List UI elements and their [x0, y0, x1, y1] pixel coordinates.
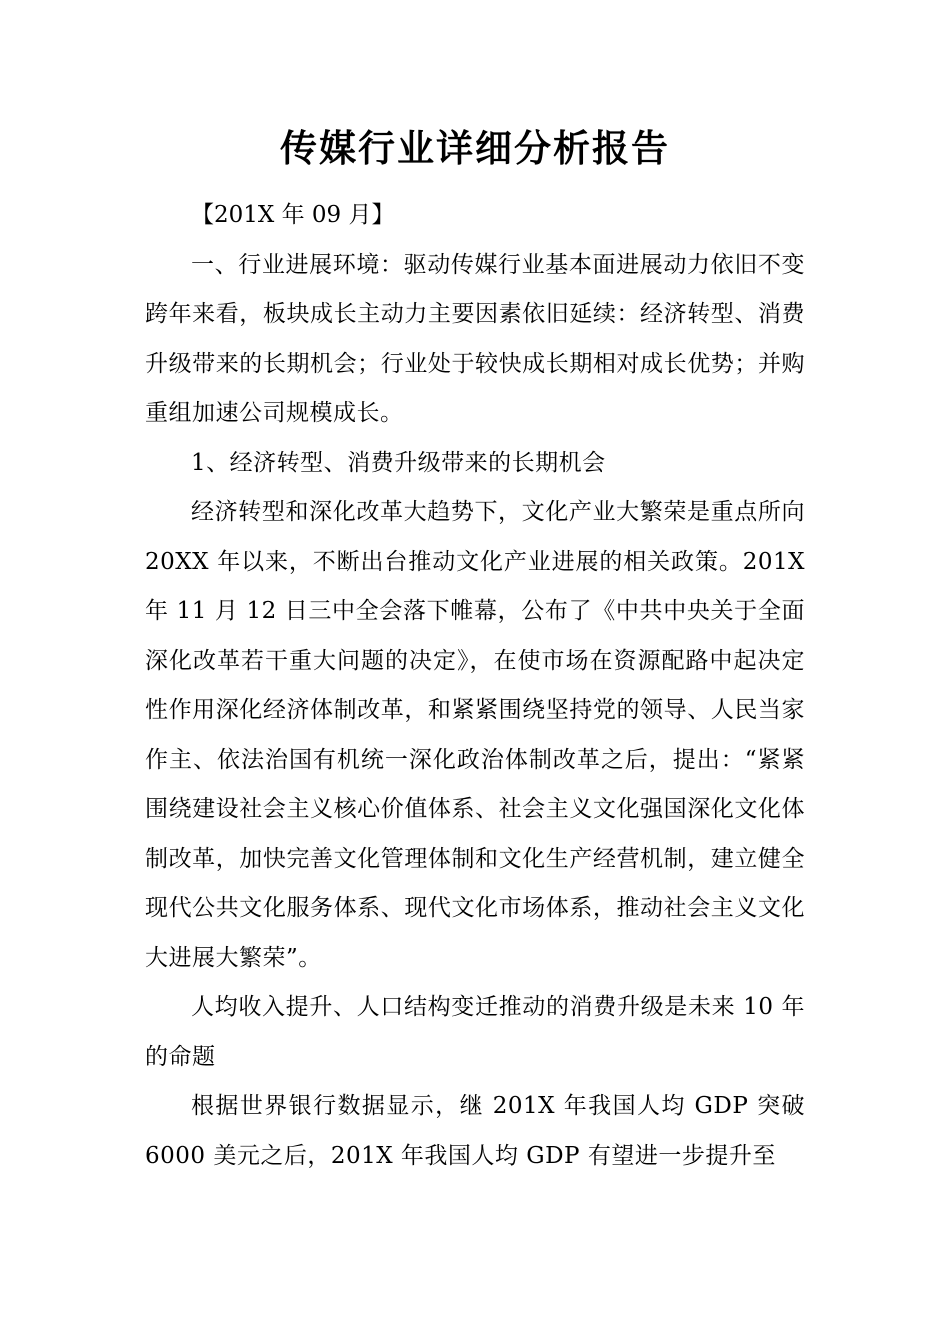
- paragraph-world-bank-data: 根据世界银行数据显示，继 201X 年我国人均 GDP 突破 6000 美元之后，201X 年我国人均 GDP 有望进一步提升至: [145, 1093, 805, 1169]
- document-page: [145, 118, 805, 1181]
- document-title: 传媒行业详细分析报告: [280, 126, 670, 170]
- paragraph-cultural-industry: 经济转型和深化改革大趋势下，文化产业大繁荣是重点所向 20XX 年以来，不断出台推动文化产业进展的相关政策。201X 年 11 月 12 日三中全会落下帷幕，公布了《中共中央关于全面深化改革若干重大问题的决定》，在使市场在资源配路中起决定性作用深化经济体制改革，和紧紧围绕坚持党的领导、人民当家作主、依法治国有机统一深化政治体制改革之后，提出：“紧紧围绕建设社会主义核心价值体系、社会主义文化强国深化文化体制改革，加快完善文化管理体制和文化生产经营机制，建立健全现代公共文化服务体系、现代文化市场体系，推动社会主义文化大进展大繁荣”。: [145, 499, 805, 971]
- paragraph-section-heading: 1、经济转型、消费升级带来的长期机会: [191, 449, 606, 476]
- paragraph-consumption-upgrade: 人均收入提升、人口结构变迁推动的消费升级是未来 10 年的命题: [145, 994, 805, 1070]
- report-date: 【201X 年 09 月】: [191, 202, 395, 228]
- paragraph-industry-environment: 一、行业进展环境：驱动传媒行业基本面进展动力依旧不变 跨年来看，板块成长主动力主要因素依旧延续：经济转型、消费升级带来的长期机会；行业处于较快成长期相对成长优势；并购重组加速公司规模成长。: [145, 251, 805, 426]
